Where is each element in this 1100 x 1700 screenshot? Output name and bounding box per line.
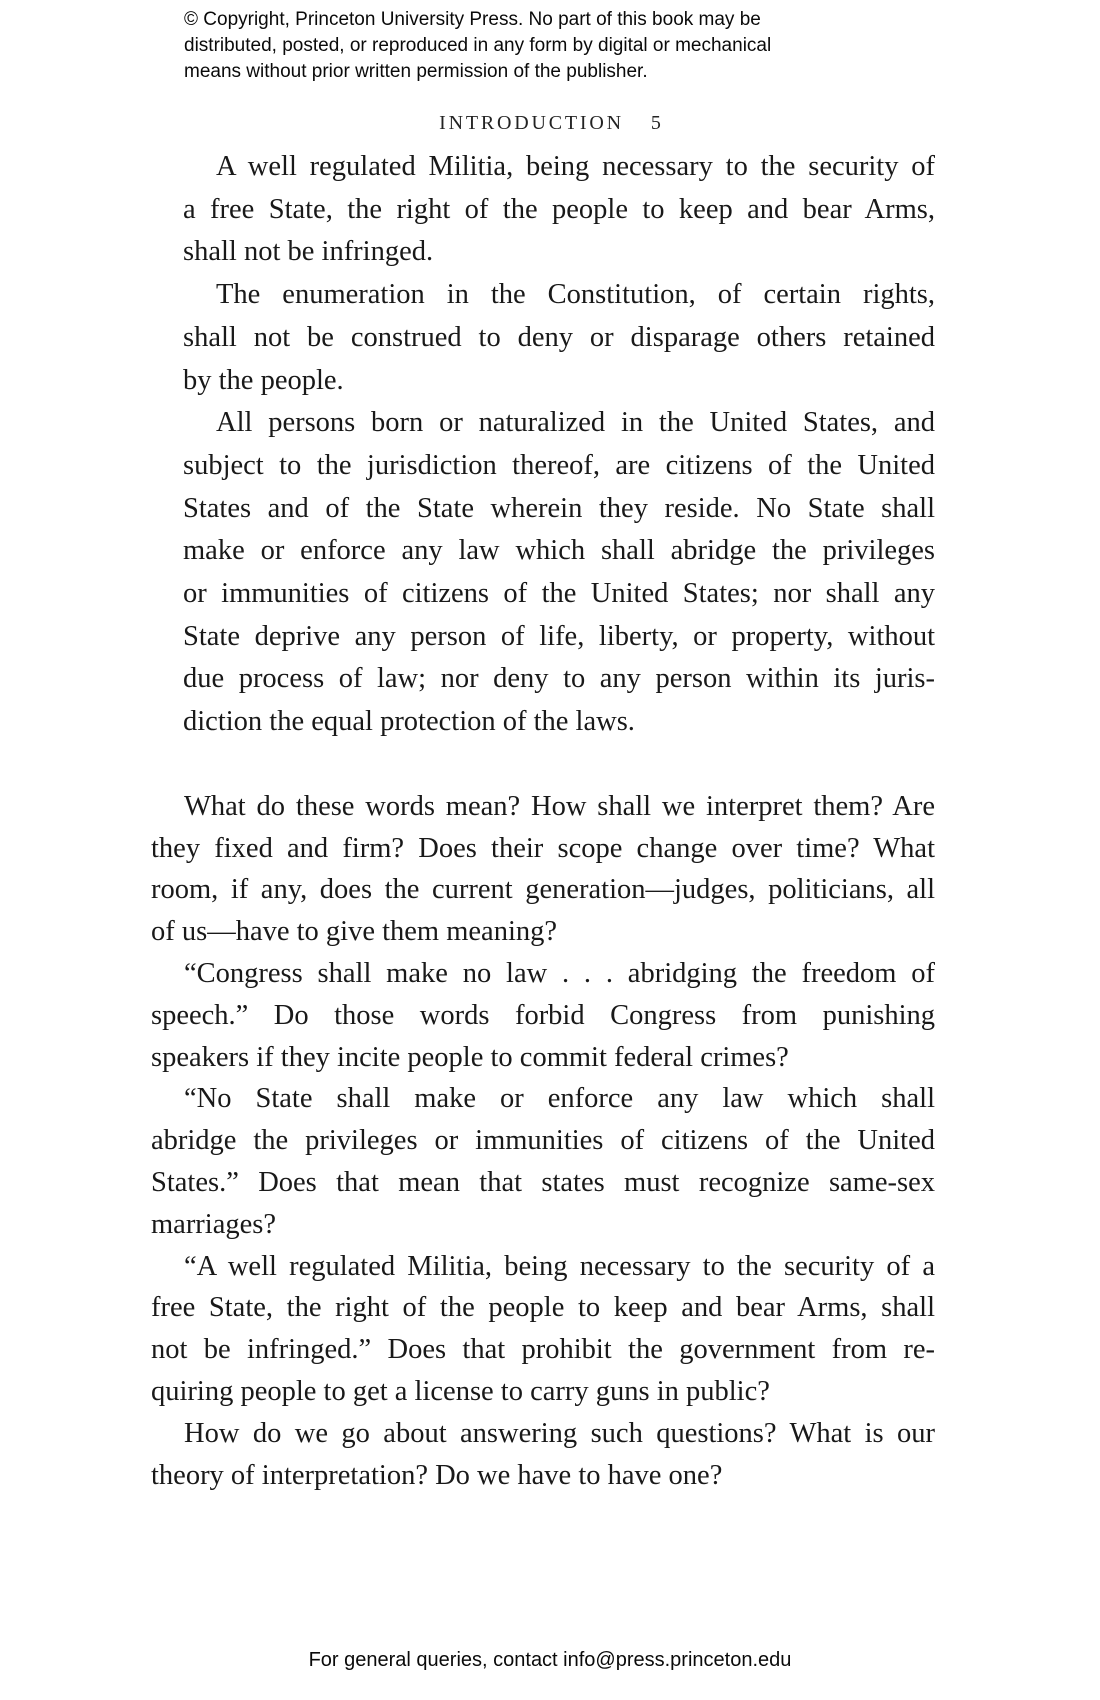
text-line: quiring people to get a license to carry guns in public?: [151, 1376, 770, 1407]
text-line: theory of interpretation? Do we have to have one?: [151, 1459, 723, 1491]
running-head: [0, 110, 1100, 136]
copyright-line: means without prior written permission of the publisher.: [184, 61, 648, 82]
text-line: “Congress shall make no law . . . abridging the freedom of: [184, 958, 935, 990]
text-line: marriages?: [151, 1208, 277, 1240]
page-text: [151, 146, 935, 1496]
text-line: free State, the right of the people to keep and bear Arms, shall: [151, 1292, 935, 1324]
paragraph: [151, 1246, 935, 1413]
paragraph: [151, 786, 935, 953]
text-line: State deprive any person of life, liberty, or property, without: [183, 620, 935, 652]
text-line: abridge the privileges or immunities of citizens of the United: [151, 1125, 935, 1157]
text-line: The enumeration in the Constitution, of certain rights,: [216, 279, 935, 311]
text-line: shall not be infringed.: [183, 236, 434, 268]
page-number: 5: [650, 112, 661, 134]
text-line: of us—have to give them meaning?: [151, 916, 558, 948]
paragraph: [183, 274, 935, 402]
paragraph: [183, 146, 935, 274]
text-line: What do these words mean? How shall we interpret them? Are: [184, 790, 935, 822]
copyright-line: © Copyright, Princeton University Press. No part of this book may be: [184, 9, 761, 30]
text-line: a free State, the right of the people to keep and bear Arms,: [183, 193, 935, 225]
text-line: diction the equal protection of the laws.: [183, 706, 635, 738]
text-line: A well regulated Militia, being necessary to the security of: [216, 151, 935, 182]
text-line: not be infringed.” Does that prohibit the government from re-: [151, 1334, 935, 1366]
text-line: shall not be construed to deny or disparage others retained: [183, 321, 935, 353]
text-line: they fixed and firm? Does their scope change over time? What: [151, 832, 935, 864]
paragraph: [151, 953, 935, 1078]
paragraph: [151, 1413, 935, 1497]
body-text-block: [151, 786, 935, 1497]
text-line: “No State shall make or enforce any law which shall: [184, 1083, 935, 1115]
queries-footer: For general queries, contact info@press.princeton.edu: [308, 1649, 792, 1671]
paragraph: [151, 1078, 935, 1245]
paragraph: [183, 402, 935, 744]
text-line: room, if any, does the current generation—judges, politicians, all: [151, 874, 935, 906]
text-line: States.” Does that mean that states must recognize same-sex: [151, 1167, 935, 1199]
text-line: make or enforce any law which shall abridge the privileges: [183, 535, 935, 567]
text-line: subject to the jurisdiction thereof, are citizens of the United: [183, 449, 935, 481]
text-line: All persons born or naturalized in the United States, and: [216, 407, 935, 439]
copyright-line: distributed, posted, or reproduced in any form by digital or mechanical: [184, 35, 772, 56]
text-line: How do we go about answering such questions? What is our: [184, 1417, 935, 1449]
copyright-notice: [184, 7, 864, 85]
text-line: speakers if they incite people to commit federal crimes?: [151, 1041, 789, 1073]
text-line: or immunities of citizens of the United States; nor shall any: [183, 578, 935, 610]
chapter-title: INTRODUCTION: [439, 112, 624, 134]
text-line: by the people.: [183, 364, 344, 396]
text-line: “A well regulated Militia, being necessary to the security of a: [184, 1250, 935, 1282]
constitution-quote-block: [183, 146, 935, 744]
text-line: speech.” Do those words forbid Congress from punishing: [151, 999, 935, 1031]
text-line: States and of the State wherein they reside. No State shall: [183, 492, 935, 524]
text-line: due process of law; nor deny to any person within its juris-: [183, 663, 935, 695]
